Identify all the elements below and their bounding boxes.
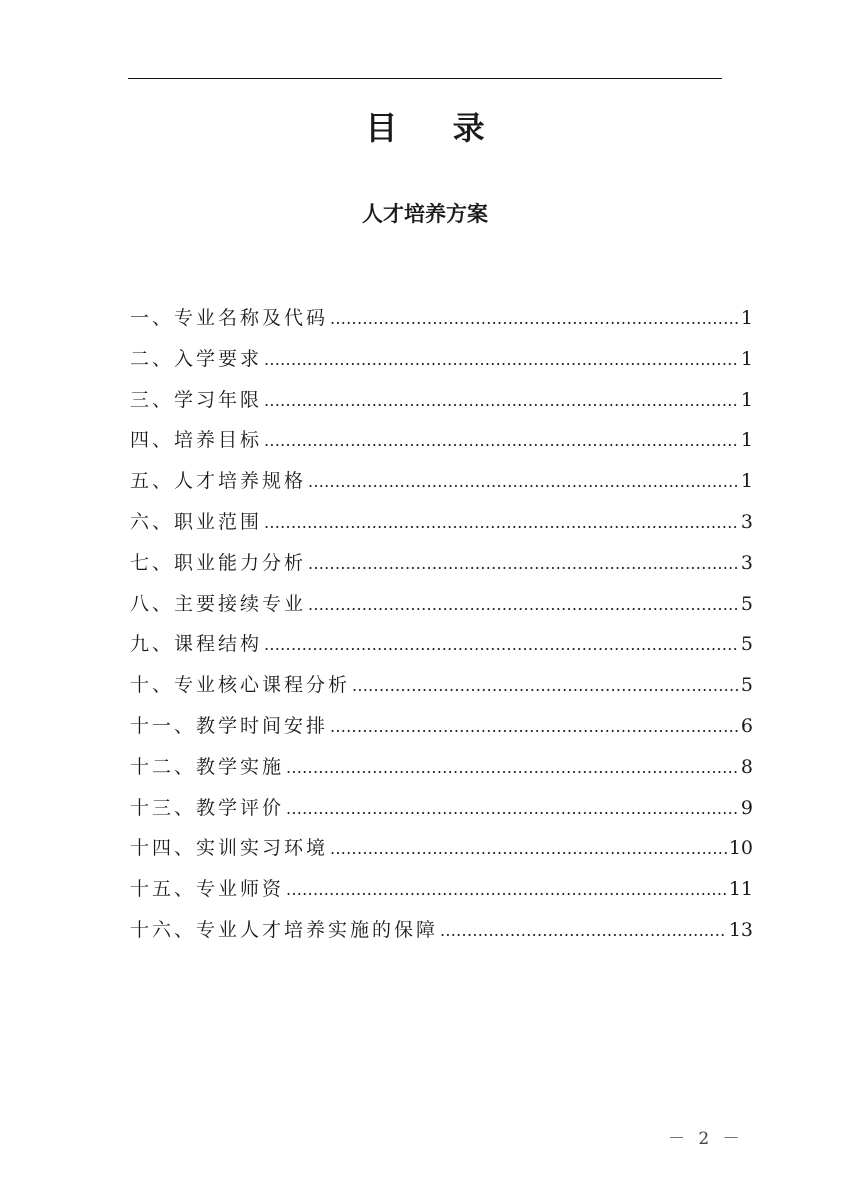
toc-leader-dots [264, 340, 739, 381]
toc-entry-label: 十六、专业人才培养实施的保障 [130, 918, 439, 941]
page-title: 目 录 [365, 109, 507, 147]
toc-entry-label: 九、课程结构 [130, 633, 263, 656]
toc-entry-page: 6 [740, 714, 753, 737]
toc-entry-page: 10 [728, 837, 753, 860]
toc-leader-dots [264, 503, 739, 544]
toc-entry-page: 1 [740, 470, 753, 493]
toc-entry[interactable] [130, 828, 753, 869]
toc-entry-label: 八、主要接续专业 [130, 592, 307, 615]
toc-leader-dots [330, 829, 727, 870]
toc-entry[interactable] [130, 420, 753, 461]
toc-entry-page: 1 [740, 429, 753, 452]
page-number: － 2 － [668, 1129, 744, 1149]
toc-entry-page: 3 [740, 510, 753, 533]
toc-entry-label: 四、培养目标 [130, 429, 263, 452]
toc-entry-label: 一、专业名称及代码 [130, 307, 329, 329]
toc-leader-dots [308, 585, 739, 626]
toc-entry[interactable] [130, 461, 753, 502]
toc-entry-label: 十一、教学时间安排 [130, 714, 329, 737]
toc-entry-page: 5 [740, 633, 753, 656]
toc-entry-page: 5 [740, 674, 753, 697]
toc-entry[interactable] [130, 502, 753, 543]
toc-entry[interactable] [130, 910, 753, 951]
toc-entry[interactable] [130, 747, 753, 788]
toc-entry[interactable] [130, 869, 753, 910]
toc-entry-label: 二、入学要求 [130, 347, 263, 370]
toc-entry-label: 五、人才培养规格 [130, 470, 307, 493]
toc-entry-page: 8 [740, 755, 753, 778]
toc-entry-page: 11 [728, 878, 753, 901]
toc-entry-page: 1 [740, 307, 753, 329]
toc-leader-dots [308, 544, 739, 585]
toc-entry[interactable] [130, 706, 753, 747]
header-rule [128, 78, 722, 79]
toc-leader-dots [264, 381, 739, 422]
toc-entry[interactable] [130, 339, 753, 380]
toc-leader-dots [330, 707, 739, 748]
toc-leader-dots [352, 666, 739, 707]
toc-leader-dots [330, 299, 739, 340]
toc-leader-dots [264, 625, 739, 666]
toc-entry-label: 十三、教学评价 [130, 796, 285, 819]
toc-entry-label: 七、职业能力分析 [130, 551, 307, 574]
toc-entry-page: 1 [740, 347, 753, 370]
toc-entry-page: 13 [728, 918, 753, 941]
toc-entry-page: 9 [740, 796, 753, 819]
toc-entry[interactable] [130, 665, 753, 706]
toc-entry[interactable] [130, 788, 753, 829]
toc-entry-label: 十五、专业师资 [130, 878, 285, 901]
toc-leader-dots [264, 421, 739, 462]
toc-entry-label: 三、学习年限 [130, 388, 263, 411]
toc-leader-dots [286, 789, 739, 830]
toc-entry-label: 十、专业核心课程分析 [130, 674, 351, 697]
toc-entry[interactable] [130, 298, 753, 339]
toc-entry-label: 十二、教学实施 [130, 755, 285, 778]
toc-entry[interactable] [130, 380, 753, 421]
toc-leader-dots [440, 911, 727, 952]
toc-entry-page: 5 [740, 592, 753, 615]
toc-entry-label: 十四、实训实习环境 [130, 837, 329, 860]
table-of-contents [130, 298, 753, 951]
toc-entry-page: 1 [740, 388, 753, 411]
toc-entry-label: 六、职业范围 [130, 510, 263, 533]
toc-leader-dots [286, 748, 739, 789]
toc-entry[interactable] [130, 624, 753, 665]
toc-leader-dots [308, 462, 739, 503]
document-subtitle: 人才培养方案 [362, 201, 488, 226]
toc-entry[interactable] [130, 584, 753, 625]
toc-entry-page: 3 [740, 551, 753, 574]
toc-entry[interactable] [130, 543, 753, 584]
toc-leader-dots [286, 870, 727, 911]
